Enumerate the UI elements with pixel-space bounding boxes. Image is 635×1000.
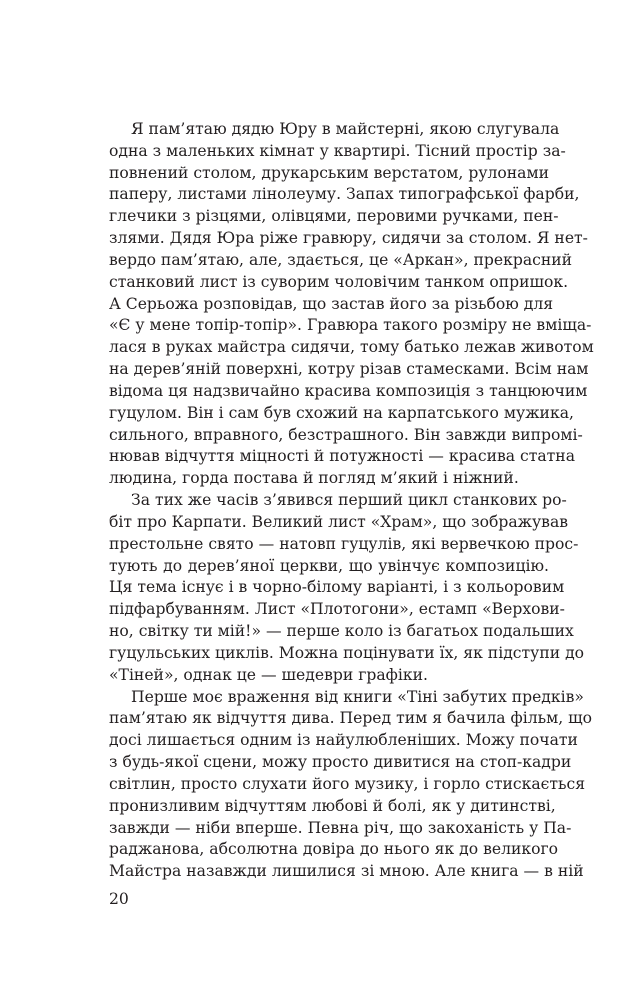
text-line: Ця тема існує і в чорно-білому варіанті, і з кольоровим <box>109 578 565 597</box>
text-line: А Серьожа розповідав, що застав його за різьбою для <box>109 294 554 313</box>
text-line: гуцульських циклів. Можна поцінувати їх, як підступи до <box>109 643 585 662</box>
paragraph <box>109 490 585 686</box>
text-line: Перше моє враження від книги «Тіні забутих предків» <box>131 687 584 706</box>
paragraph <box>109 119 594 490</box>
text-line: «Є у мене топір-топір». Гравюра такого розміру не вміща- <box>109 316 592 335</box>
text-line: но, світку ти мій!» — перше коло із багатьох подальших <box>109 622 574 641</box>
text-line: відома ця надзвичайно красива композиція з танцюючим <box>109 381 588 400</box>
text-line: глечики з різцями, олівцями, перовими ручками, пен- <box>109 207 559 226</box>
text-line: на дерев’яній поверхні, котру різав стамесками. Всім нам <box>109 360 589 379</box>
text-line: лася в руках майстра сидячи, тому батько лежав животом <box>109 338 594 357</box>
text-line: За тих же часів з’явився перший цикл станкових ро- <box>131 491 567 510</box>
text-line: пронизливим відчуттям любові й болі, як у дитинстві, <box>109 796 556 815</box>
text-line: людина, горда постава й погляд м’який і ніжний. <box>109 469 519 488</box>
paragraph <box>109 687 593 883</box>
text-line: раджанова, абсолютна довіра до нього як до великого <box>109 840 559 859</box>
text-line: сильного, вправного, безстрашного. Він завжди випромі- <box>109 425 583 444</box>
text-line: одна з маленьких кімнат у квартирі. Тісний простір за- <box>109 141 566 160</box>
text-line: досі лишається одним із найулюбленіших. Можу почати <box>109 731 578 750</box>
text-line: нював відчуття міцності й потужності — красива статна <box>109 447 575 466</box>
text-line: підфарбуванням. Лист «Плотогони», естамп «Верхови- <box>109 600 565 619</box>
page-number: 20 <box>109 890 129 908</box>
text-line: вердо пам’ятаю, але, здається, це «Аркан», прекрасний <box>109 250 573 269</box>
text-line: тують до дерев’яної церкви, що увінчує композицію. <box>109 556 549 575</box>
text-line: станковий лист із суворим чоловічим танком опришок. <box>109 272 569 291</box>
text-line: «Тіней», однак це — шедеври графіки. <box>109 665 428 684</box>
text-line: престольне свято — натовп гуцулів, які вервечкою прос- <box>109 534 579 553</box>
text-line: Майстра назавжди лишилися зі мною. Але книга — в ній <box>109 862 584 881</box>
text-line: повнений столом, друкарським верстатом, рулонами <box>109 163 550 182</box>
text-line: паперу, листами лінолеуму. Запах типографської фарби, <box>109 185 580 204</box>
text-line: світлин, просто слухати його музику, і горло стискається <box>109 774 586 793</box>
text-line: злями. Дядя Юра ріже гравюру, сидячи за столом. Я нет- <box>109 229 588 248</box>
text-line: пам’ятаю як відчуття дива. Перед тим я бачила фільм, що <box>109 709 593 728</box>
text-line: біт про Карпати. Великий лист «Храм», що зображував <box>109 512 569 531</box>
text-line: Я пам’ятаю дядю Юру в майстерні, якою слугувала <box>131 120 560 138</box>
text-line: завжди — ніби вперше. Певна річ, що закоханість у Па- <box>109 818 572 837</box>
text-line: гуцулом. Він і сам був схожий на карпатського мужика, <box>109 403 574 422</box>
body-text <box>109 119 594 883</box>
text-line: з будь-якої сцени, можу просто дивитися на стоп-кадри <box>109 753 572 772</box>
